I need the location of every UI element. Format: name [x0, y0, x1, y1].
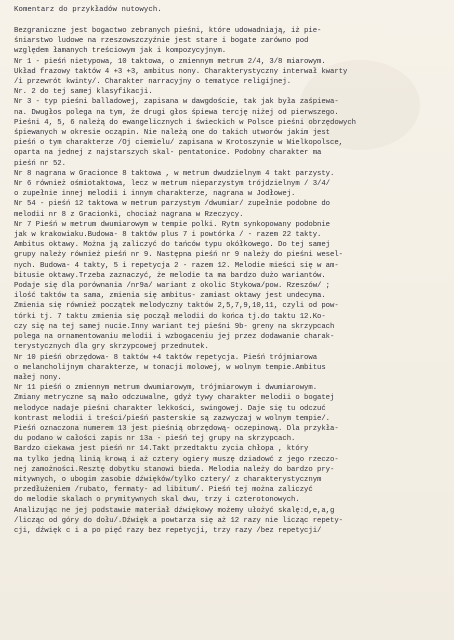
text-line: nej zamożności.Resztę dobytku stanowi bieda. Melodia należy do bardzo pry- [14, 465, 335, 474]
text-line: do melodie skalach o prymitywnych skal dwu, trzy i czterotonowych. [14, 496, 300, 505]
text-line: terystycznych dla gry skrzypcowej przednutek. [14, 343, 209, 352]
text-line: o melancholijnym charakterze, w tonacji molowej, w wolnym tempie.Ambitus [14, 363, 326, 372]
text-line: bitusie oktawy.Trzeba zaznaczyć, że melodie ta ma bardzo dużo wariantów. [14, 271, 326, 280]
text-line: melodyce nadaje pieśni charakter lekkości, swingowej. Daje się tu odczuć [14, 404, 326, 413]
text-line: przedłużeniem /rubato, fermaty- ad libitum/. Pieśń tej można zaliczyć [14, 486, 313, 495]
text-line: tórki tj. 7 taktu zmienia się począł melodii do końca tj.do taktu 12.Ko- [14, 312, 326, 321]
text-line: nych. Budowa- 4 takty, 5 i repetycja 2 - razem 12. Melodie mieści się w am- [14, 261, 339, 270]
text-line: ilość taktów ta sama, zmienia się ambitus- zamiast oktawy jest undecyma. [14, 292, 326, 301]
text-line: melodii nr 8 z Gracionki, chociaż nagrana w Rzeczycy. [14, 210, 244, 219]
text-line: ma tylko jedną linią krową i aż cztery ogiery muszę dziadowć z jego rzeczo- [14, 455, 339, 464]
text-line: o zupełnie innej melodii i innym charakterze, nagrana w Jodłowej. [14, 190, 296, 199]
text-line: grupy należy również pieśń nr 9. Następna pieśń nr 9 należy do pieśni wesel- [14, 251, 343, 260]
text-line: Nr. 2 do tej samej klasyfikacji. [14, 88, 153, 97]
text-line: względem łamanych treściowym jak i kompozycyjnym. [14, 47, 227, 56]
text-line: polega na ornamentowaniu melodii i wzbogaceniu jej przez dodawanie charak- [14, 333, 335, 342]
text-line: kontrast melodii i treści/pieśń pasterskie są zazwyczaj w wolnym tempie/. [14, 414, 331, 423]
text-line: Pieśń oznaczona numerem 13 jest pieśnią obrzędową- oczepinową. Dla przykła- [14, 424, 339, 433]
text-line: Nr 3 - typ pieśni balladowej, zapisana w dawgdoście, tak jak była zaśpiewa- [14, 98, 339, 107]
document-title: Komentarz do przykładów nutowych. [14, 6, 162, 14]
text-line: Nr 8 nagrana w Gracionce 8 taktowa , w metrum dwudzielnym 4 takt parzysty. [14, 169, 335, 178]
text-line: oparta na jednej z najstarszych skal- pentatonice. Podobny charakter ma [14, 149, 322, 158]
text-line: Układ frazowy taktów 4 +3 +3, ambitus nony. Charakterystyczny interwał kwarty [14, 67, 348, 76]
text-line: Analizując ne jej podstawie materiał dźwiękowy możemy ułożyć skalę:d,e,a,g [14, 506, 335, 515]
text-line: du podano w całości zapis nr 13a - pieśń tej grupy na skrzypcach. [14, 435, 296, 444]
text-line: Bardzo ciekawa jest pieśń nr 14.Takt przedtaktu zycia chłopa , który [14, 445, 309, 454]
text-line: śpiewanych w okresie ocząpin. Nie należą one do takich utworów jakim jest [14, 129, 331, 138]
document-body [14, 26, 444, 536]
text-line: małej nony. [14, 373, 62, 382]
text-line: Zmiany metryczne są mało odczuwalne, gdyż tywy charakter melodii o bogatej [14, 394, 335, 403]
text-line: cji, dźwięk c i a po pięć razy bez repetycji, trzy razy /bez repetycji/ [14, 526, 322, 535]
text-line: Nr 10 pieśń obrzędowa- 8 taktów +4 taktów repetycja. Pieśń trójmiarowa [14, 353, 318, 362]
text-line: Ambitus oktawy. Można ją zaliczyć do tańców typu okółkowego. Do tej samej [14, 241, 331, 250]
text-line: /licząc od góry do dołu/.Dźwięk a powtarza się aż 12 razy nie licząc repety- [14, 516, 343, 525]
text-line: Nr 1 - pieśń nietypowa, 10 taktowa, o zmiennym metrum 2/4, 3/8 miarowym. [14, 57, 326, 66]
text-line: pieśń nr 52. [14, 159, 66, 168]
text-line: Pieśni 4, 5, 6 należą do ewangelicznych i świeckich w Polsce pieśni obrzędowych [14, 118, 356, 127]
text-line: Podaje się dla porównania /nr9a/ wariant z okolic Stykowa/pow. Rzeszów/ ; [14, 282, 331, 291]
text-line: Nr 54 - pieśń 12 taktowa w metrum parzystym /dwumiar/ zupełnie podobne do [14, 200, 331, 209]
text-line: Zmienia się również początek melodyczny taktów 2,5,7,9,10,11, czyli od pow- [14, 302, 339, 311]
text-line: pieśń o tym charakterze /Oj ciemielu/ zapisana w Krotoszynie w Wielkopolsce, [14, 139, 343, 148]
text-line: mitywnych, o ubogim zasobie dźwięków/tylko cztery/ z charakterystycznym [14, 475, 322, 484]
text-line: Nr 6 również ośmiotaktowa, lecz w metrum nieparzystym trójdzielnym / 3/4/ [14, 180, 331, 189]
text-line: jak w krakowiaku.Budowa- 8 taktów plus 7 i powtórka / - razem 22 takty. [14, 231, 322, 240]
text-line: /i przewrót kwinty/. Charakter narracyjny o tematyce religijnej. [14, 78, 292, 87]
text-line: Nr 7 Pieśń w metrum dwumiarowym w tempie polki. Rytm synkopowany podobnie [14, 220, 331, 229]
text-line: na. Dwugłos polega na tym, że drugi głos śpiewa tercję niżej od pierwszego. [14, 108, 339, 117]
text-line: czy się na tej samej nucie.Inny wariant tej pieśni 9b- greny na skrzypcach [14, 322, 335, 331]
text-line: Bezgraniczne jest bogactwo zebranych pieśni, które udowadniają, iż pie- [14, 27, 322, 35]
text-line: Nr 11 pieśń o zmiennym metrum dwumiarowym, trójmiarowym i dwumiarowym. [14, 384, 318, 393]
text-line: śniarstwo ludowe na rzeszowszczyźnie jest stare i bogate zarówno pod [14, 37, 309, 46]
